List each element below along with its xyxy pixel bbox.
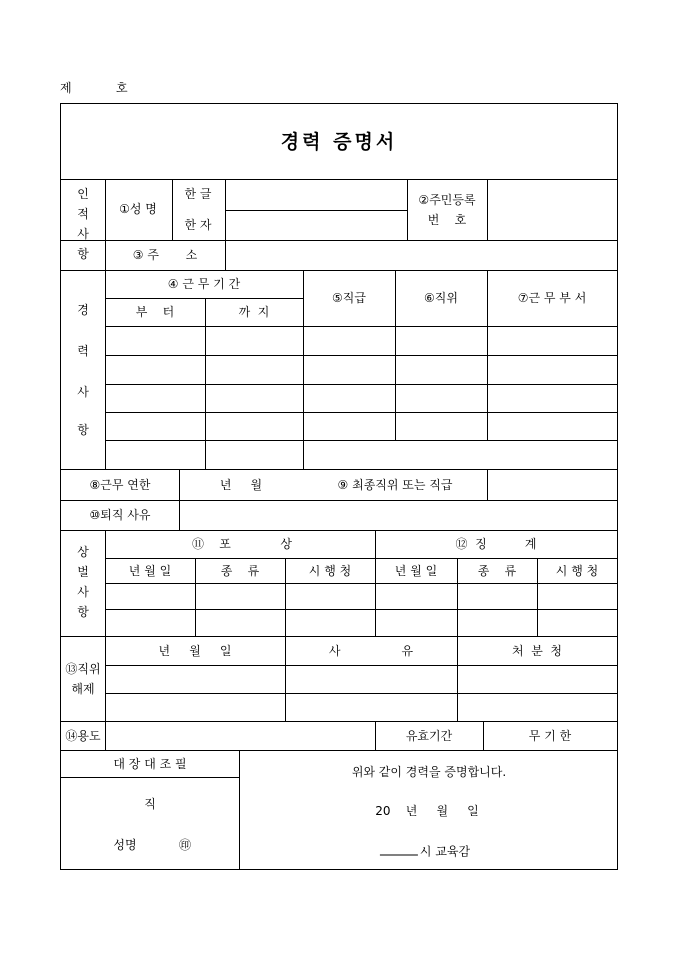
issuer-name: 시 교육감: [419, 844, 471, 859]
rrn-label-2: 번 호: [427, 213, 467, 227]
from-label: 부 터: [135, 305, 175, 319]
certificate-form: [60, 103, 618, 870]
certify-date: 20 년 월 일: [375, 804, 479, 818]
award-authority-header: 시 행 청: [308, 564, 352, 578]
career-section-char-2: 력: [77, 344, 89, 358]
usage-label: ⑭용도: [65, 729, 101, 743]
verifier-name-label: 성명: [113, 838, 137, 852]
award-label: ⑪ 포 상: [191, 537, 293, 551]
department-label: ⑦근 무 부 서: [517, 291, 587, 305]
to-label: 까 지: [238, 305, 270, 319]
doc-number-suffix: 호: [116, 81, 128, 95]
address-label: ③ 주 소: [132, 248, 198, 262]
position-label: ⑥직위: [424, 291, 458, 305]
dismissal-date-header: 년 월 일: [158, 644, 232, 658]
discipline-date-header: 년 월 일: [394, 564, 438, 578]
rewards-section-char-2: 벌: [77, 565, 89, 579]
dismissal-label: ⑬직위: [65, 662, 101, 676]
hanja-label: 한 자: [184, 218, 212, 232]
rewards-section-char-1: 상: [77, 545, 89, 559]
doc-number-prefix: 제: [60, 81, 72, 95]
hangul-label: 한 글: [184, 187, 212, 201]
verifier-position-label: 직: [144, 797, 156, 811]
issuer-blank-line: [380, 844, 418, 856]
certify-statement: 위와 같이 경력을 증명합니다.: [351, 765, 507, 779]
name-label: ①성 명: [119, 202, 157, 216]
award-type-header: 종 류: [220, 564, 260, 578]
personal-section-char-1: 인: [77, 187, 89, 201]
final-position-label: ⑨ 최종직위 또는 직급: [337, 478, 453, 492]
service-years-label: ⑧근무 연한: [89, 478, 151, 492]
certify-issuer: [380, 844, 470, 859]
rrn-label: ②주민등록: [418, 193, 476, 207]
discipline-type-header: 종 류: [477, 564, 517, 578]
discipline-label: ⑫ 징 계: [455, 537, 537, 551]
grade-label: ⑤직급: [332, 291, 366, 305]
retirement-reason-label: ⑩퇴직 사유: [89, 508, 151, 522]
dismissal-label-2: 해제: [71, 682, 95, 696]
rewards-section-char-3: 사: [77, 585, 89, 599]
career-section-char-4: 항: [77, 423, 89, 437]
rewards-section-char-4: 항: [77, 605, 89, 619]
period-label: ④ 근 무 기 간: [167, 277, 241, 291]
personal-section-char-2: 적: [77, 207, 89, 221]
form-title: 경력 증명서: [280, 131, 398, 153]
career-section-char-3: 사: [77, 385, 89, 399]
service-years-value: 년 월: [219, 478, 263, 492]
dismissal-authority-header: 처 분 청: [511, 644, 563, 658]
discipline-authority-header: 시 행 청: [555, 564, 599, 578]
validity-value: 무 기 한: [528, 729, 572, 743]
career-section-char-1: 경: [77, 303, 89, 317]
dismissal-reason-header: 사 유: [328, 644, 414, 658]
validity-label: 유효기간: [405, 729, 453, 743]
seal-mark: ㊞: [178, 838, 192, 852]
personal-section-char-4: 항: [77, 247, 89, 261]
personal-section-char-3: 사: [77, 227, 89, 241]
ledger-verified-label: 대 장 대 조 필: [113, 757, 187, 771]
award-date-header: 년 월 일: [128, 564, 172, 578]
